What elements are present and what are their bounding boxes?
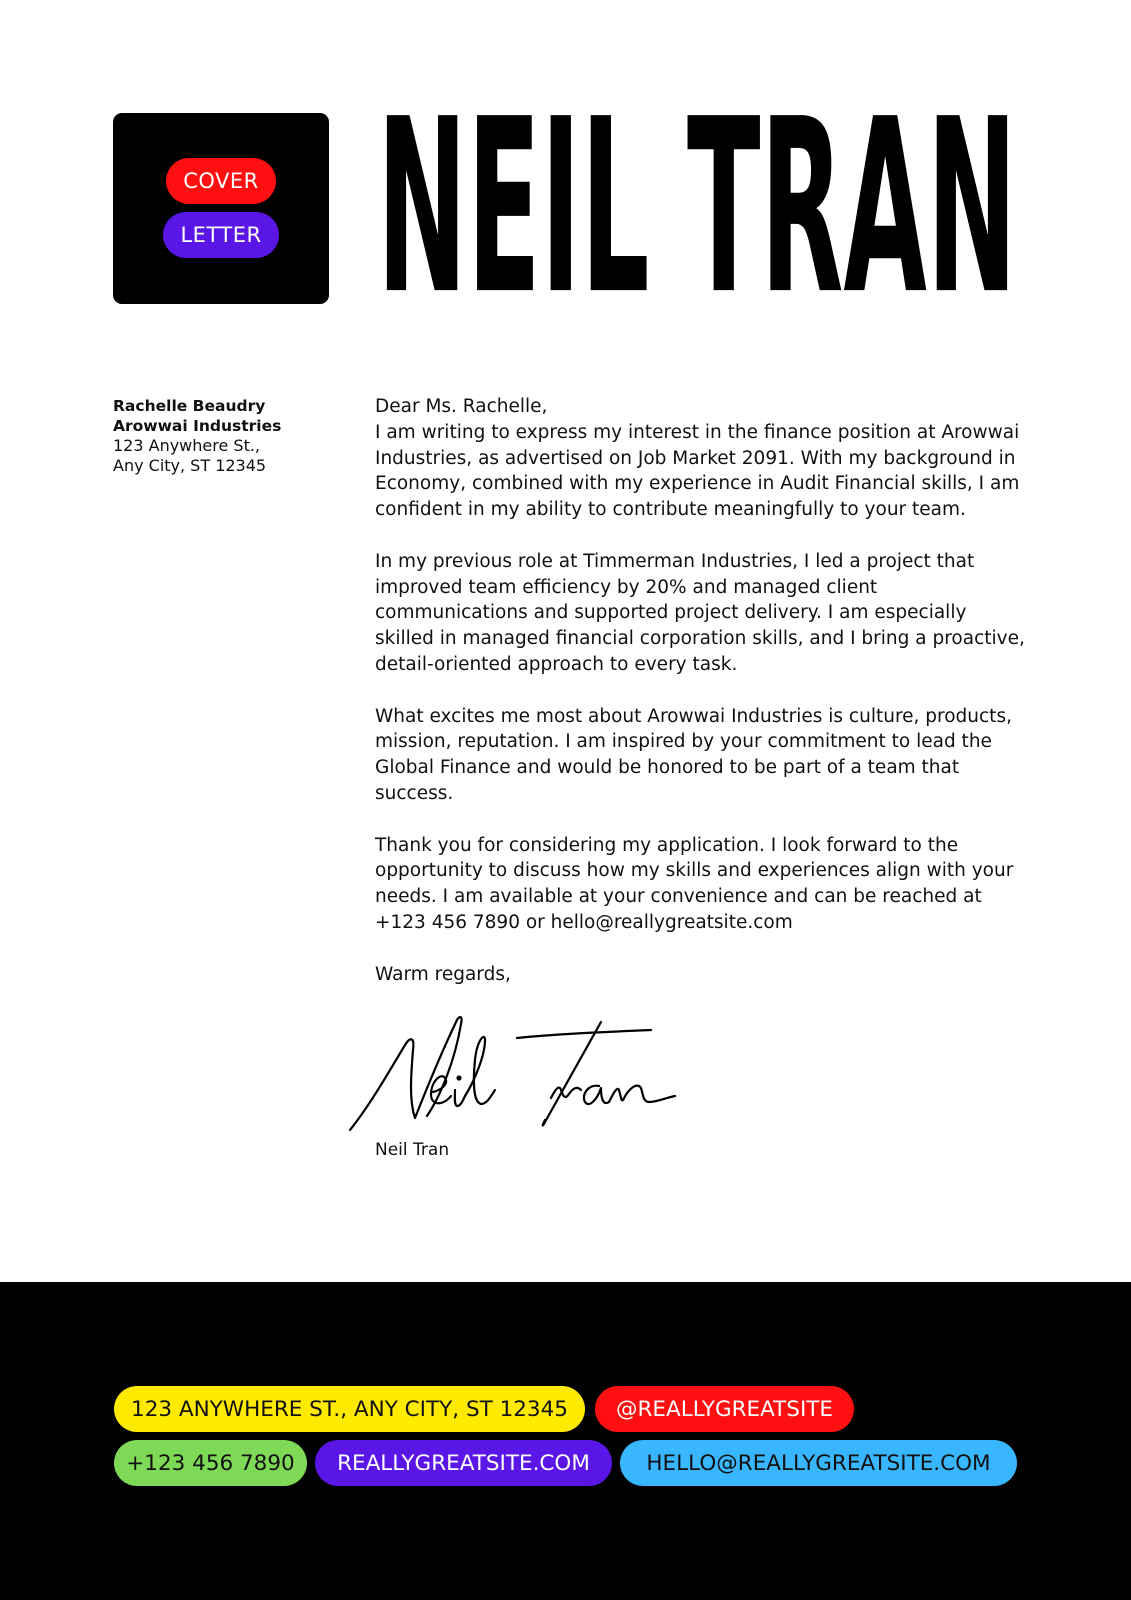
letter-paragraph: What excites me most about Arowwai Industries is culture, products, mission, reputation. I am inspired by your commitment to lead the Global Finance and would be honored to be part of a team that success. bbox=[375, 705, 1012, 804]
badge-cover-pill: COVER bbox=[166, 158, 276, 204]
recipient-city: Any City, ST 12345 bbox=[113, 456, 267, 475]
recipient-street: 123 Anywhere St., bbox=[113, 436, 261, 455]
letter-body bbox=[375, 394, 1025, 1013]
recipient-block bbox=[113, 396, 343, 476]
phone-pill[interactable]: +123 456 7890 bbox=[114, 1440, 307, 1486]
signer-name: Neil Tran bbox=[375, 1140, 450, 1160]
badge-letter-pill: LETTER bbox=[163, 212, 279, 258]
cover-letter-badge bbox=[113, 113, 329, 304]
website-pill[interactable]: REALLYGREATSITE.COM bbox=[315, 1440, 612, 1486]
address-pill: 123 ANYWHERE ST., ANY CITY, ST 12345 bbox=[114, 1386, 585, 1432]
social-handle-pill[interactable]: @REALLYGREATSITE bbox=[595, 1386, 854, 1432]
contact-footer bbox=[0, 1282, 1131, 1600]
letter-greeting: Dear Ms. Rachelle, bbox=[375, 396, 548, 417]
letter-paragraph: I am writing to express my interest in the finance position at Arowwai Industries, as advertised on Job Market 2091. With my background in Economy, combined with my experience in Audit Financial skills, I am confident in my ability to contribute meaningfully to your team. bbox=[375, 421, 1020, 521]
letter-closing: Warm regards, bbox=[375, 963, 511, 985]
letter-paragraph: Thank you for considering my application. I look forward to the opportunity to discuss how my skills and experiences align with your needs. I am available at your convenience and can be reached at +123 456 7890 or hello@reallygreatsite.com bbox=[375, 834, 1014, 933]
email-pill[interactable]: HELLO@REALLYGREATSITE.COM bbox=[620, 1440, 1017, 1486]
recipient-company: Arowwai Industries bbox=[113, 417, 282, 435]
header-name bbox=[372, 100, 1022, 316]
recipient-name: Rachelle Beaudry bbox=[113, 397, 266, 415]
header-name-text: NEIL TRAN bbox=[376, 100, 1017, 316]
handwritten-signature bbox=[345, 1010, 690, 1140]
letter-paragraph: In my previous role at Timmerman Industries, I led a project that improved team efficiency by 20% and managed client communications and supported project delivery. I am especially skilled in managed financial corporation skills, and I bring a proactive, detail-oriented approach to every task. bbox=[375, 550, 1025, 675]
